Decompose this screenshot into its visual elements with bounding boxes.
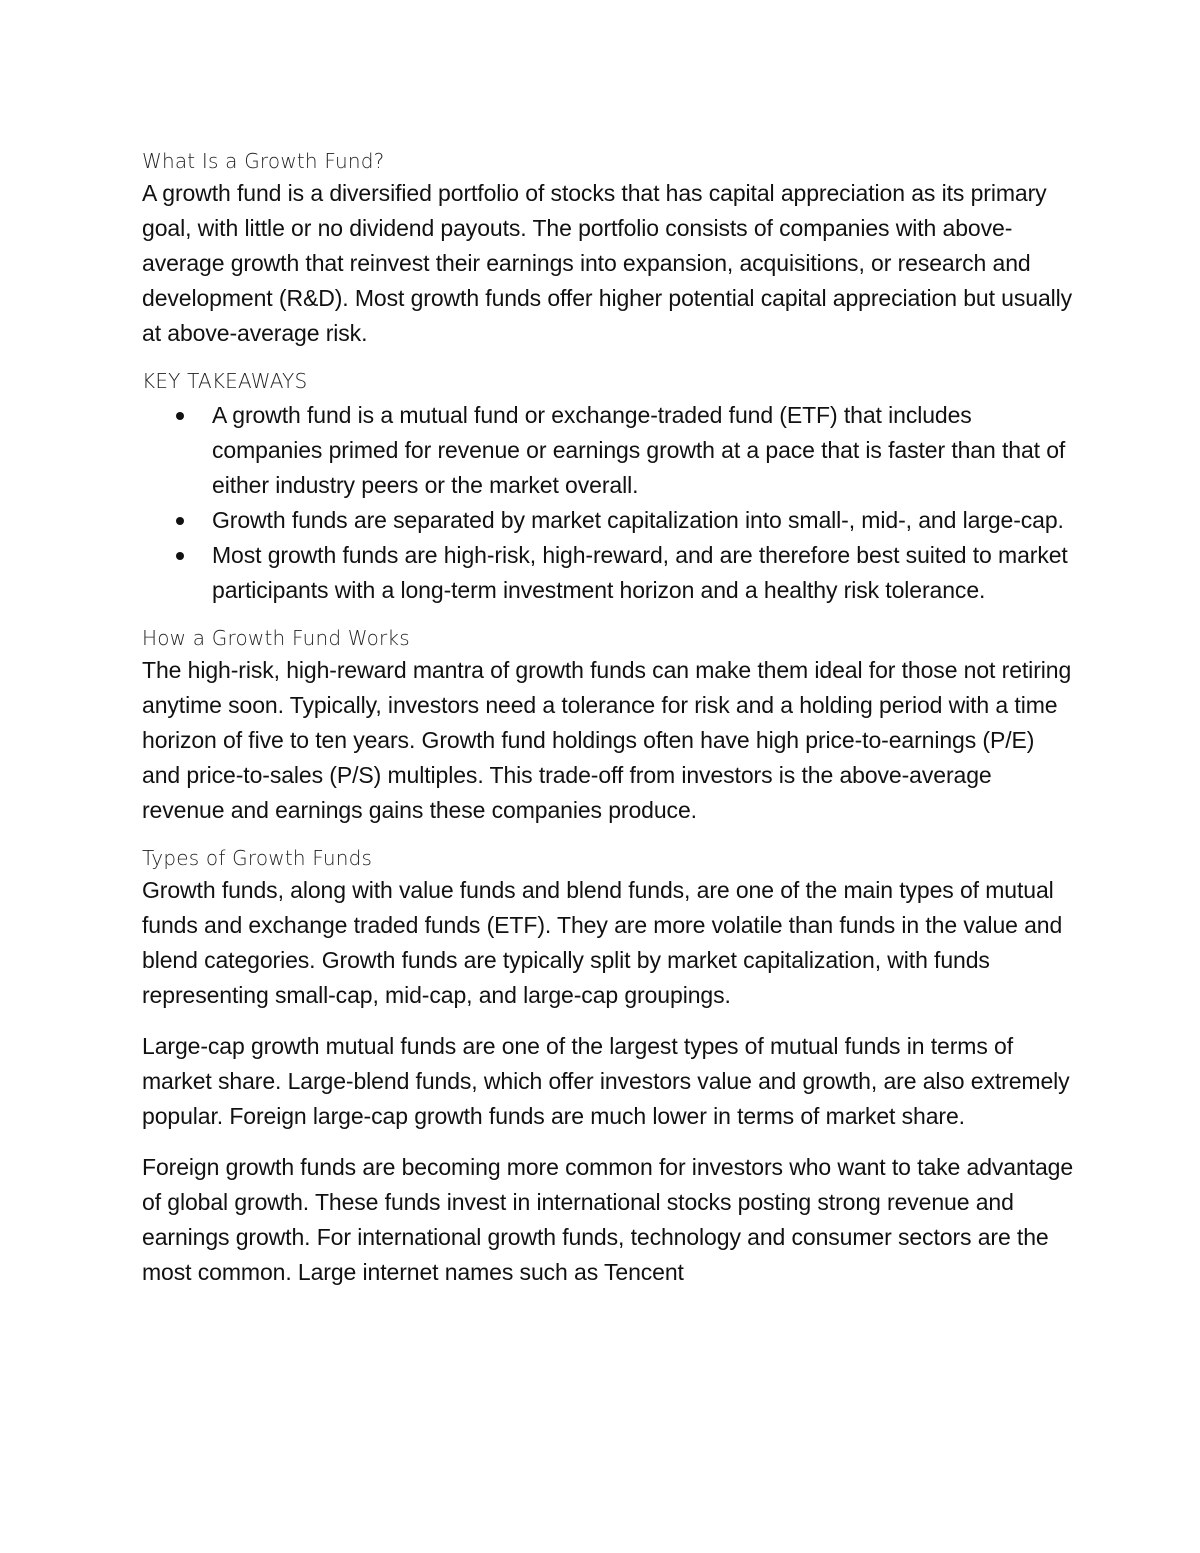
paragraph-growth-fund-definition: A growth fund is a diversified portfolio of stocks that has capital appreciation as its primary goal, with little or no dividend payouts. The portfolio consists of companies with above-average growth that reinvest their earnings into expansion, acquisitions, or research and development (R&D). Most growth funds offer higher potential capital appreciation but usually at above-average risk. [142,180,1073,346]
paragraph-types-2: Large-cap growth mutual funds are one of the largest types of mutual funds in terms of market share. Large-blend funds, which offer investors value and growth, are also extremely popular. Foreign large-cap growth funds are much lower in terms of market share. [142,1033,1070,1129]
heading-how-growth-fund-works: How a Growth Fund Works [142,626,410,650]
bullet-icon [176,552,184,560]
heading-what-is-growth-fund: What Is a Growth Fund? [142,149,385,173]
list-item [212,503,1077,538]
list-item [212,538,1077,608]
list-item-text: A growth fund is a mutual fund or exchange-traded fund (ETF) that includes companies primed for revenue or earnings growth at a pace that is faster than that of either industry peers or the market overall. [212,402,1066,498]
heading-key-takeaways: KEY TAKEAWAYS [142,369,308,393]
heading-types-of-growth-funds: Types of Growth Funds [142,846,373,870]
bullet-icon [176,517,184,525]
paragraph-types-3: Foreign growth funds are becoming more common for investors who want to take advantage of global growth. These funds invest in international stocks posting strong revenue and earnings growth. For international growth funds, technology and consumer sectors are the most common. Large internet names such as Tencent [142,1154,1074,1285]
paragraph-types-1: Growth funds, along with value funds and blend funds, are one of the main types of mutual funds and exchange traded funds (ETF). They are more volatile than funds in the value and blend categories. Growth funds are typically split by market capitalization, with funds representing small-cap, mid-cap, and large-cap groupings. [142,877,1063,1008]
document-body [142,146,1077,1290]
bullet-icon [176,412,184,420]
list-item [212,398,1077,503]
paragraph-how-growth-fund-works: The high-risk, high-reward mantra of growth funds can make them ideal for those not retiring anytime soon. Typically, investors need a tolerance for risk and a holding period with a time horizon of five to ten years. Growth fund holdings often have high price-to-earnings (P/E) and price-to-sales (P/S) multiples. This trade-off from investors is the above-average revenue and earnings gains these companies produce. [142,657,1072,823]
key-takeaways-list [142,398,1077,608]
list-item-text: Most growth funds are high-risk, high-reward, and are therefore best suited to market participants with a long-term investment horizon and a healthy risk tolerance. [212,542,1068,603]
list-item-text: Growth funds are separated by market capitalization into small-, mid-, and large-cap. [212,507,1064,533]
